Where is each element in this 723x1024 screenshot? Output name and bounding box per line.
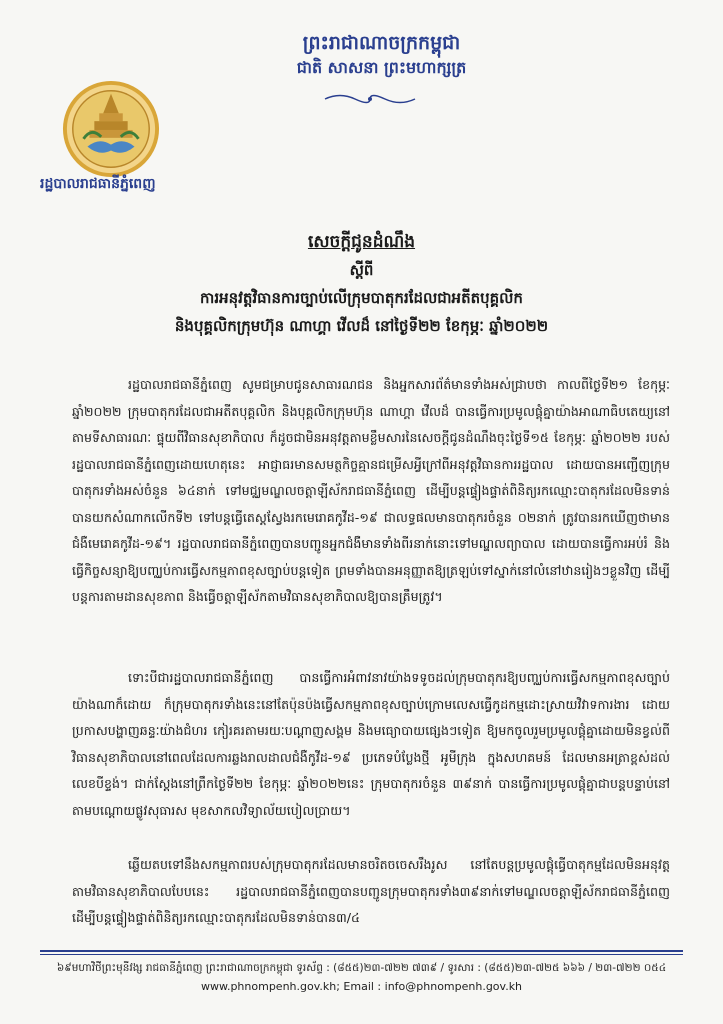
kingdom-header: [0, 30, 723, 80]
footer-address: ៦៩មហាវិថីព្រះមុនីវង្ស រាជធានីភ្នំពេញ ព្រះរាជាណាចក្រកម្ពុជា ទូរស័ព្ទ : (៨៥៥)២៣-៧២២ ៧៣៩ / ទូរសារ : (៨៥៥)២៣-៧២៥ ៦៦៦ / ២៣-៧២២ ០៥៤: [56, 962, 667, 974]
administration-name: រដ្ឋបាលរាជធានីភ្នំពេញ: [40, 176, 156, 192]
footer-contact: www.phnompenh.gov.kh; Email : info@phnompenh.gov.kh: [200, 980, 523, 993]
document-subject-line-2: និងបុគ្គលិកក្រុមហ៊ុន ណាហ្គា វើលដ៏ នៅថ្ងៃទី២២ ខែកុម្ភៈ ឆ្នាំ២០២២: [174, 317, 549, 335]
body-paragraph-2: ទោះបីជារដ្ឋបាលរាជធានីភ្នំពេញ បានធ្វើការអំពាវនាវយ៉ាងទទូចដល់ក្រុមបាតុករឱ្យបញ្ឈប់ការធ្វើសកម្មភាពខុសច្បាប់យ៉ាងណាក៏ដោយ ក៏ក្រុមបាតុករទាំងនេះនៅតែប៉ុនប៉ងធ្វើសកម្មភាពខុសច្បាប់ក្រោមលេសធ្វើកូដកម្មដោះស្រាយវិវាទការងារ ដោយប្រកាសបង្ហាញឆន្ទៈយ៉ាងជំហរ កៀរគរតាមរយៈបណ្តាញសង្គម និងមធ្យោបាយផ្សេងៗទៀត ឱ្យមកចូលរួមប្រមូលផ្តុំគ្នាដោយមិនខ្វល់ពីវិធានសុខាភិបាលនៅពេលដែលការឆ្លងរាលដាលជំងឺកូវីដ-១៩ ប្រភេទបំប្លែងថ្មី អូមីក្រុង ក្នុងសហគមន៍ ដែលមានអត្រាខ្ពស់ដល់លេខបីខ្ទង់។ ជាក់ស្តែងនៅព្រឹកថ្ងៃទី២២ ខែកុម្ភៈ ឆ្នាំ២០២២នេះ ក្រុមបាតុករចំនួន ៣៩នាក់ បានធ្វើការប្រមូលផ្តុំគ្នាជាបន្តបន្ទាប់នៅតាមបណ្តោយផ្លូវសុធារស មុខសាកលវិទ្យាល័យបៀលប្រាយ។: [72, 670, 670, 818]
footer-divider: [40, 950, 683, 952]
phnom-penh-seal-icon: [62, 80, 160, 178]
body-paragraph-3: ឆ្លើយតបទៅនឹងសកម្មភាពរបស់ក្រុមបាតុករដែលមានចរិតចចេសរឹងរូស នៅតែបន្តប្រមូលផ្តុំធ្វើបាតុកម្មដែលមិនអនុវត្តតាមវិធានសុខាភិបាលបែបនេះ រដ្ឋបាលរាជធានីភ្នំពេញបានបញ្ជូនក្រុមបាតុករទាំង៣៩នាក់ទៅមណ្ឌលចត្តាឡីស័ករាជធានីភ្នំពេញដើម្បីបន្តផ្ទៀងផ្ទាត់ពិនិត្យរកឈ្មោះបាតុករដែលមិនទាន់បាន៣/៤: [72, 857, 670, 925]
ornament-divider-icon: [320, 92, 420, 106]
national-motto: ជាតិ សាសនា ព្រះមហាក្សត្រ: [296, 58, 467, 77]
document-title-block: [60, 228, 663, 340]
document-subject-line-1: ការអនុវត្តវិធានការច្បាប់លើក្រុមបាតុករដែលជាអតីតបុគ្គលិក: [200, 289, 523, 307]
body-paragraph-1: រដ្ឋបាលរាជធានីភ្នំពេញ សូមជម្រាបជូនសាធារណជន និងអ្នកសារព័ត៌មានទាំងអស់ជ្រាបថា កាលពីថ្ងៃទី២១ ខែកុម្ភៈ ឆ្នាំ២០២២ ក្រុមបាតុករដែលជាអតីតបុគ្គលិក និងបុគ្គលិកក្រុមហ៊ុន ណាហ្គា វើលដ៏ បានធ្វើការប្រមូលផ្តុំគ្នាយ៉ាងអាណាធិបតេយ្យនៅតាមទីសាធារណៈ ផ្ទុយពីវិធានសុខាភិបាល ក៏ដូចជាមិនអនុវត្តតាមខ្លឹមសារនៃសេចក្តីជូនដំណឹងចុះថ្ងៃទី១៥ ខែកុម្ភៈ ឆ្នាំ២០២២ របស់រដ្ឋបាលរាជធានីភ្នំពេញដោយហេតុនេះ អាជ្ញាធរមានសមត្ថកិច្ចគ្មានជម្រើសអ្វីក្រៅពីអនុវត្តវិធានការរដ្ឋបាល ដោយបានអញ្ជើញក្រុមបាតុករទាំងអស់ចំនួន ៦៤នាក់ ទៅមជ្ឈមណ្ឌលចត្តាឡីស័ករាជធានីភ្នំពេញ ដើម្បីបន្តផ្ទៀងផ្ទាត់ពិនិត្យរកឈ្មោះបាតុករដែលមិនទាន់បានយកសំណាកលើកទី២ ទៅបន្តធ្វើតេស្តស្វែងរកមេរោគកូវីដ-១៩ ជាលទ្ធផលមានបាតុករចំនួន ០២នាក់ ត្រូវបានរកឃើញថាមានជំងឺមេរោគកូវីដ-១៩។ រដ្ឋបាលរាជធានីភ្នំពេញបានបញ្ជូនអ្នកជំងឺមានទាំងពីរនាក់នោះទៅមណ្ឌលព្យាបាល ដោយបានធ្វើការអប់រំ និងធ្វើកិច្ចសន្យាឱ្យបញ្ឈប់ការធ្វើសកម្មភាពខុសច្បាប់បន្តទៀត ព្រមទាំងបានអនុញ្ញាតឱ្យត្រឡប់ទៅស្នាក់នៅលំនៅឋានរៀងៗខ្លួនវិញ ដើម្បីបន្តការតាមដានសុខភាព និងធ្វើចត្តាឡីស័កតាមវិធានសុខាភិបាលឱ្យបានត្រឹមត្រូវ។: [72, 377, 670, 604]
footer-divider-thin: [40, 954, 683, 955]
kingdom-name: ព្រះរាជាណាចក្រកម្ពុជា: [302, 32, 461, 54]
document-about-label: ស្តីពី: [349, 261, 374, 279]
document-title: សេចក្តីជូនដំណឹង: [307, 232, 416, 252]
